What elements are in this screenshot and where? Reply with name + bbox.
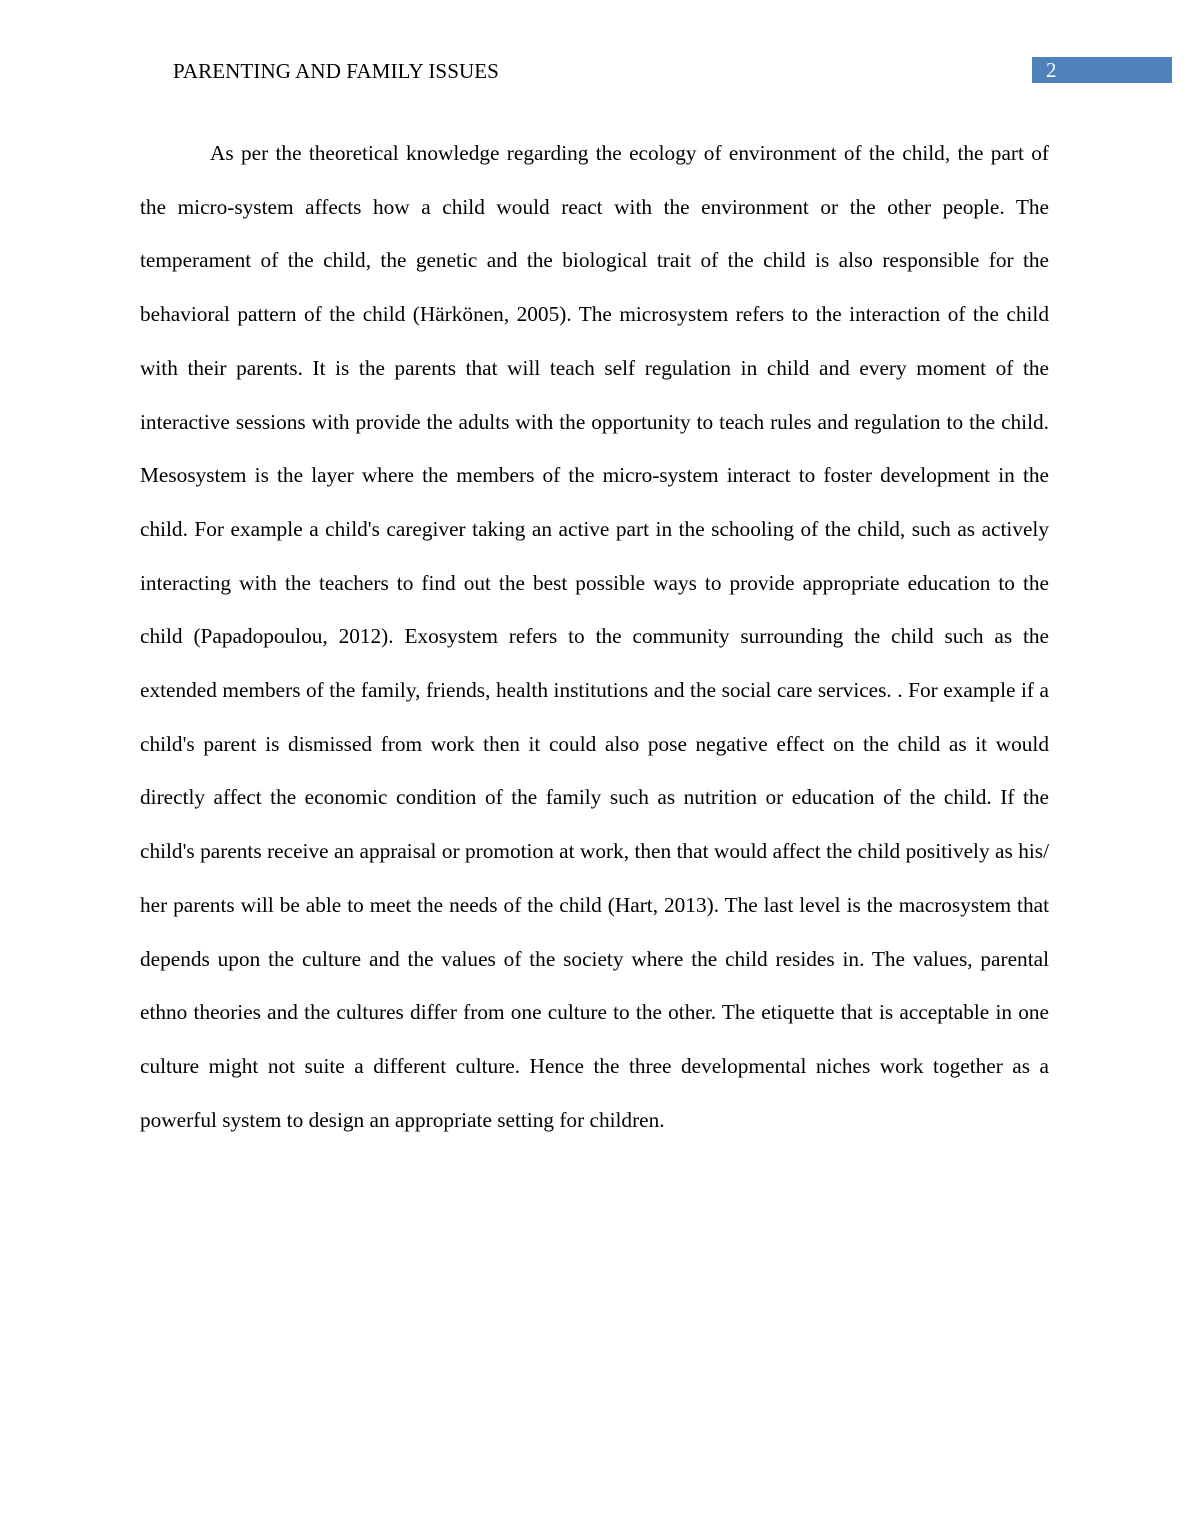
running-head: PARENTING AND FAMILY ISSUES — [173, 59, 499, 83]
page-number: 2 — [1046, 58, 1057, 82]
page-number-badge — [1032, 57, 1172, 83]
body-paragraph: As per the theoretical knowledge regarding the ecology of environment of the child, the part of the micro-system affects how a child would react with the environment or the other people. The temperament of the child, the genetic and the biological trait of the child is also responsible for the behavioral pattern of the child (Härkönen, 2005). The microsystem refers to the interaction of the child with their parents. It is the parents that will teach self regulation in child and every moment of the interactive sessions with provide the adults with the opportunity to teach rules and regulation to the child. Mesosystem is the layer where the members of the micro-system interact to foster development in the child. For example a child's caregiver taking an active part in the schooling of the child, such as actively interacting with the teachers to find out the best possible ways to provide appropriate education to the child (Papadopoulou, 2012). Exosystem refers to the community surrounding the child such as the extended members of the family, friends, health institutions and the social care services. . For example if a child's parent is dismissed from work then it could also pose negative effect on the child as it would directly affect the economic condition of the family such as nutrition or education of the child. If the child's parents receive an appraisal or promotion at work, then that would affect the child positively as his/ her parents will be able to meet the needs of the child (Hart, 2013). The last level is the macrosystem that depends upon the culture and the values of the society where the child resides in. The values, parental ethno theories and the cultures differ from one culture to the other. The etiquette that is acceptable in one culture might not suite a different culture. Hence the three developmental niches work together as a powerful system to design an appropriate setting for children. — [140, 141, 1049, 1132]
